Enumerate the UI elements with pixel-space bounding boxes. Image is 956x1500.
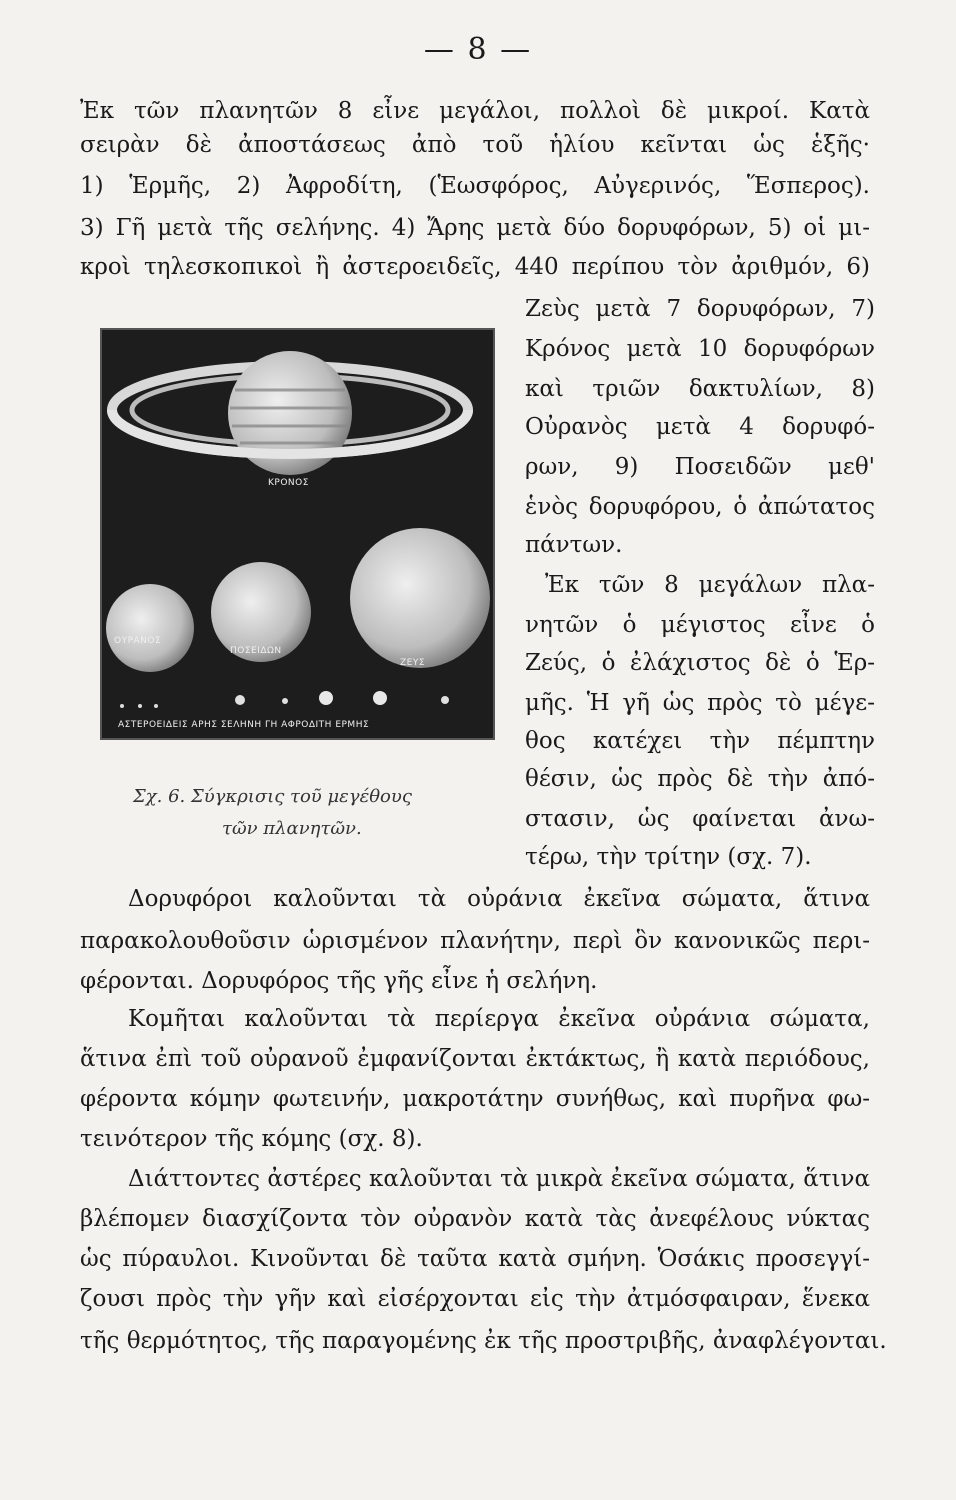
side-line: Κρόνος μετὰ 10 δορυφόρων (525, 336, 875, 362)
text-line: βλέπομεν διασχίζοντα τὸν οὐρανὸν κατὰ τὰς ἀνεφέλους νύκτας (80, 1206, 870, 1232)
text-line: τεινότερον τῆς κόμης (σχ. 8). (80, 1126, 423, 1152)
figure-caption-line1: Σχ. 6. Σύγκρισις τοῦ μεγέθους (133, 786, 412, 807)
asteroid-dot (138, 704, 142, 708)
kronos-label: ΚΡΟΝΟΣ (268, 478, 309, 488)
text-line: 3) Γῆ μετὰ τῆς σελήνης. 4) Ἄρης μετὰ δύο δορυφόρων, 5) οἱ μι- (80, 215, 870, 241)
jupiter-planet (350, 528, 490, 668)
side-line: τέρω, τὴν τρίτην (σχ. 7). (525, 844, 812, 870)
page-number: — 8 — (423, 32, 533, 67)
ouranos-label: ΟΥΡΑΝΟΣ (114, 636, 162, 646)
side-line: πάντων. (525, 532, 623, 558)
poseidon-label: ΠΟΣΕΙΔΩΝ (230, 646, 282, 656)
text-line: Δορυφόροι καλοῦνται τὰ οὐράνια ἐκεῖνα σώματα, ἅτινα (128, 886, 870, 912)
text-line: 1) Ἑρμῆς, 2) Ἀφροδίτη, (Ἑωσφόρος, Αὐγερινός, Ἕσπερος). (80, 173, 870, 199)
text-line: Κομῆται καλοῦνται τὰ περίεργα ἐκεῖνα οὐράνια σώματα, (128, 1006, 870, 1032)
text-line: σειρὰν δὲ ἀποστάσεως ἀπὸ τοῦ ἡλίου κεῖνται ὡς ἑξῆς· (80, 132, 870, 158)
planets-illustration (100, 328, 495, 740)
side-line: θος κατέχει τὴν πέμπτην (525, 728, 875, 754)
side-line: Οὐρανὸς μετὰ 4 δορυφό- (525, 414, 875, 440)
side-line: ἑνὸς δορυφόρου, ὁ ἀπώτατος (525, 494, 875, 520)
side-line: ρων, 9) Ποσειδῶν μεθ' (525, 454, 875, 480)
bottom-row-labels: ΑΣΤΕΡΟΕΙΔΕΙΣ ΑΡΗΣ ΣΕΛΗΝΗ ΓΗ ΑΦΡΟΔΙΤΗ ΕΡΜΗΣ (118, 720, 370, 730)
text-line: φέροντα κόμην φωτεινήν, μακροτάτην συνήθως, καὶ πυρῆνα φω- (80, 1086, 870, 1112)
text-line: ὡς πύραυλοι. Κινοῦνται δὲ ταῦτα κατὰ σμήνη. Ὁσάκις προσεγγί- (80, 1246, 870, 1272)
figure-caption-line2: τῶν πλανητῶν. (222, 818, 362, 839)
side-line: μῆς. Ἡ γῆ ὡς πρὸς τὸ μέγε- (525, 690, 875, 716)
zeus-label: ΖΕΥΣ (400, 658, 426, 668)
text-line: ἅτινα ἐπὶ τοῦ οὐρανοῦ ἐμφανίζονται ἐκτάκτως, ἢ κατὰ περιόδους, (80, 1046, 870, 1072)
text-line: Ἐκ τῶν πλανητῶν 8 εἶνε μεγάλοι, πολλοὶ δὲ μικροί. Κατὰ (80, 98, 870, 124)
earth-dot (319, 691, 333, 705)
asteroid-dot (120, 704, 124, 708)
uranus-planet (106, 584, 194, 672)
side-line: θέσιν, ὡς πρὸς δὲ τὴν ἀπό- (525, 766, 875, 792)
side-line: Ζεύς, ὁ ἐλάχιστος δὲ ὁ Ἑρ- (525, 650, 875, 676)
moon-dot (282, 698, 288, 704)
side-line: καὶ τριῶν δακτυλίων, 8) (525, 376, 875, 402)
text-line: τῆς θερμότητος, τῆς παραγομένης ἐκ τῆς προστριβῆς, ἀναφλέγονται. (80, 1328, 887, 1354)
mercury-dot (441, 696, 449, 704)
side-line: νητῶν ὁ μέγιστος εἶνε ὁ (525, 612, 875, 638)
text-line: Διάττοντες ἀστέρες καλοῦνται τὰ μικρὰ ἐκεῖνα σώματα, ἅτινα (128, 1166, 870, 1192)
planet-comparison-figure (100, 328, 495, 740)
text-line: φέρονται. Δορυφόρος τῆς γῆς εἶνε ἡ σελήνη. (80, 968, 598, 994)
text-line: παρακολουθοῦσιν ὡρισμένον πλανήτην, περὶ ὃν κανονικῶς περι- (80, 928, 870, 954)
side-line: στασιν, ὡς φαίνεται ἀνω- (525, 806, 875, 832)
side-line: Ἐκ τῶν 8 μεγάλων πλα- (545, 572, 875, 598)
text-line: ζουσι πρὸς τὴν γῆν καὶ εἰσέρχονται εἰς τὴν ἀτμόσφαιραν, ἕνεκα (80, 1286, 870, 1312)
text-line: κροὶ τηλεσκοπικοὶ ἢ ἀστεροειδεῖς, 440 περίπου τὸν ἀριθμόν, 6) (80, 254, 870, 280)
venus-dot (373, 691, 387, 705)
asteroid-dot (154, 704, 158, 708)
side-line: Ζεὺς μετὰ 7 δορυφόρων, 7) (525, 296, 875, 322)
mars-dot (235, 695, 245, 705)
